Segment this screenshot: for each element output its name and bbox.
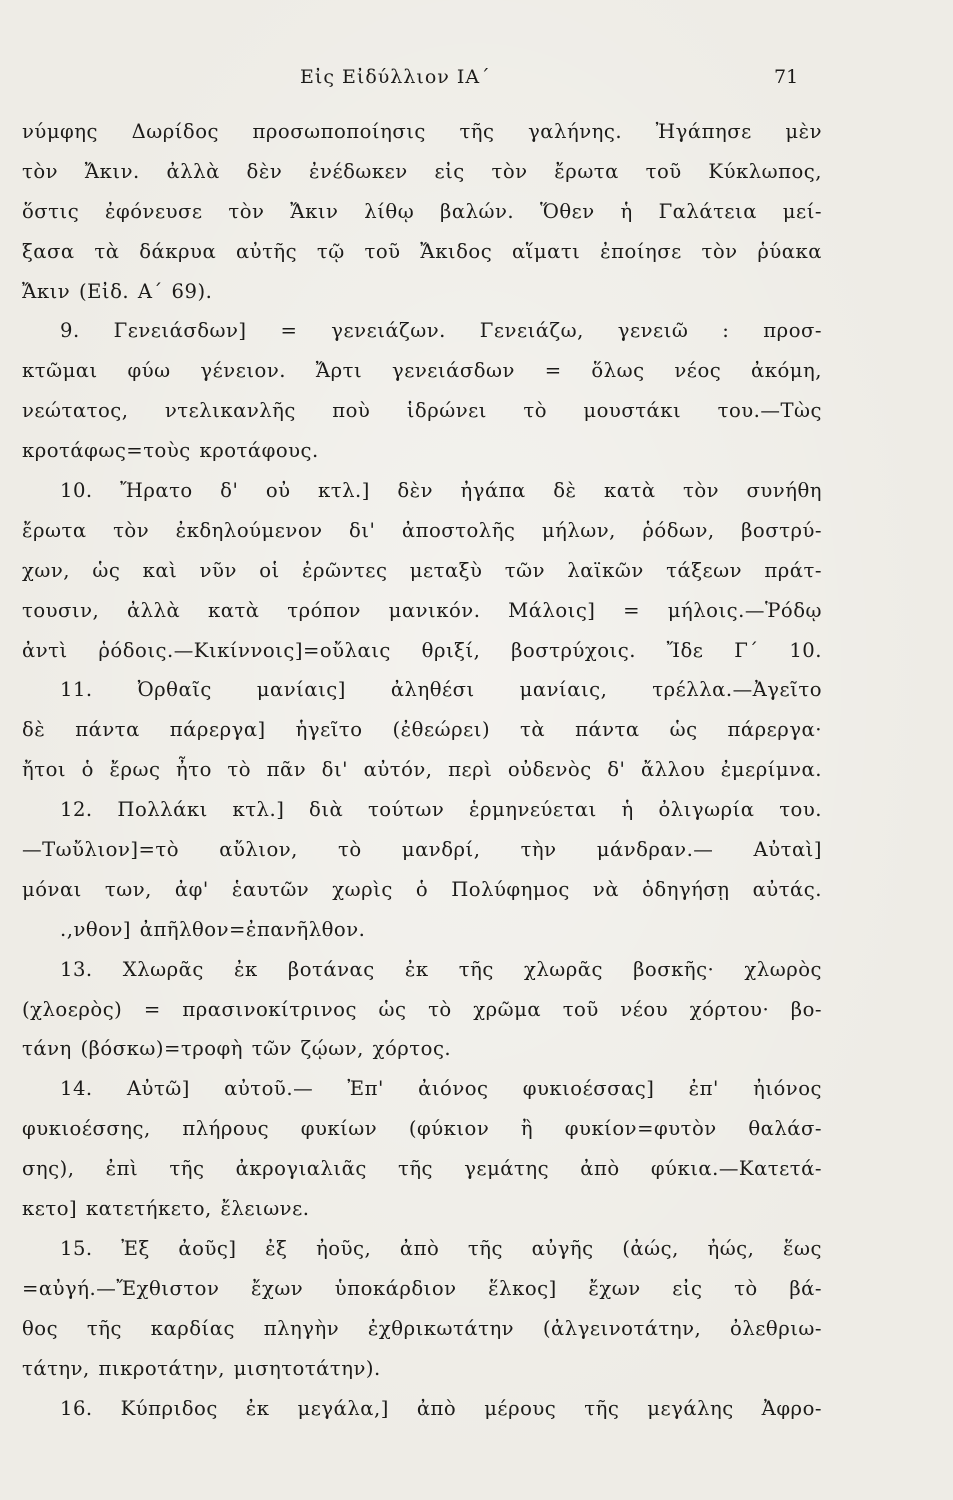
text-line: 11. Ὀρθαῖς μανίαις] ἀληθέσι μανίαις, τρέλλα.—Ἀγεῖτο [60, 678, 822, 702]
text-line: 12. Πολλάκι κτλ.] διὰ τούτων ἑρμηνεύεται ἡ ὀλιγωρία του. [60, 798, 822, 822]
text-line: φυκιοέσσης, πλήρους φυκίων (φύκιον ἢ φυκίον=φυτὸν θαλάσ- [22, 1117, 822, 1141]
text-line: 14. Αὐτῶ] αὐτοῦ.— Ἐπ' ἀιόνος φυκιοέσσας] ἐπ' ἠιόνος [60, 1077, 822, 1101]
commentary-text [22, 112, 822, 1428]
text-line: ὅστις ἐφόνευσε τὸν Ἄκιν λίθῳ βαλών. Ὅθεν ἡ Γαλάτεια μεί- [22, 199, 822, 223]
text-line: (χλοερὸς) = πρασινοκίτρινος ὡς τὸ χρῶμα τοῦ νέου χόρτου· βο- [22, 997, 822, 1021]
text-line: 15. Ἐξ ἀοῦς] ἐξ ἠοῦς, ἀπὸ τῆς αὐγῆς (ἀώς, ἠώς, ἕως [60, 1236, 822, 1260]
text-line: δὲ πάντα πάρεργα] ἡγεῖτο (ἐθεώρει) τὰ πάντα ὡς πάρεργα· [22, 718, 822, 742]
text-line: σης), ἐπὶ τῆς ἀκρογιαλιᾶς τῆς γεμάτης ἀπὸ φύκια.—Κατετά- [22, 1157, 822, 1181]
running-head [0, 66, 953, 96]
text-line: κετο] κατετήκετο, ἔλειωνε. [22, 1197, 310, 1221]
text-line: θος τῆς καρδίας πληγὴν ἐχθρικωτάτην (ἀλγεινοτάτην, ὀλεθριω- [22, 1316, 822, 1340]
text-line: ἔρωτα τὸν ἐκδηλούμενον δι' ἀποστολῆς μήλων, ῥόδων, βοστρύ- [22, 518, 822, 542]
text-line: χων, ὡς καὶ νῦν οἱ ἐρῶντες μεταξὺ τῶν λαϊκῶν τάξεων πράτ- [22, 558, 822, 582]
text-line: —Τωὔλιον]=τὸ αὔλιον, τὸ μανδρί, τὴν μάνδραν.— Αὐταὶ] [22, 838, 822, 862]
text-line: νύμφης Δωρίδος προσωποποίησις τῆς γαλήνης. Ἠγάπησε μὲν [22, 120, 822, 143]
text-line: 9. Γενειάσδων] = γενειάζων. Γενειάζω, γενειῶ : προσ- [60, 319, 822, 343]
text-line: νεώτατος, ντελικανλῆς ποὺ ἱδρώνει τὸ μουστάκι του.—Τὼς [22, 399, 822, 423]
text-line: ἀντὶ ῥόδοις.—Κικίννοις]=οὔλαις θριξί, βοστρύχοις. Ἴδε Γ΄ 10. [22, 638, 822, 662]
text-line: κτῶμαι φύω γένειον. Ἄρτι γενειάσδων = ὅλως νέος ἀκόμη, [22, 359, 822, 383]
text-line: =αὐγή.—Ἔχθιστον ἔχων ὑποκάρδιον ἕλκος] ἔχων εἰς τὸ βά- [22, 1276, 822, 1300]
text-line: τὸν Ἄκιν. ἀλλὰ δὲν ἐνέδωκεν εἰς τὸν ἔρωτα τοῦ Κύκλωπος, [22, 159, 822, 183]
text-line: Ἄκιν (Εἰδ. Α΄ 69). [22, 279, 213, 303]
text-line: μόναι των, ἀφ' ἑαυτῶν χωρὶς ὁ Πολύφημος νὰ ὁδηγήσῃ αὐτάς. [22, 877, 822, 901]
text-line: .,νθον] ἀπῆλθον=ἐπανῆλθον. [60, 917, 366, 941]
text-line: 13. Χλωρᾶς ἐκ βοτάνας ἐκ τῆς χλωρᾶς βοσκῆς· χλωρὸς [60, 957, 822, 981]
text-line: 10. Ἤρατο δ' οὐ κτλ.] δὲν ἠγάπα δὲ κατὰ τὸν συνήθη [60, 479, 822, 503]
text-line: τουσιν, ἀλλὰ κατὰ τρόπον μανικόν. Μάλοις] = μήλοις.—Ῥόδῳ [22, 598, 822, 622]
running-title: Εἰς Εἰδύλλιον ΙΑ΄ [300, 66, 491, 88]
text-line: ξασα τὰ δάκρυα αὐτῆς τῷ τοῦ Ἄκιδος αἵματι ἐποίησε τὸν ῥύακα [22, 239, 822, 263]
text-line: 16. Κύπριδος ἐκ μεγάλα,] ἀπὸ μέρους τῆς μεγάλης Ἀφρο- [60, 1396, 822, 1420]
text-line: ἤτοι ὁ ἔρως ἦτο τὸ πᾶν δι' αὐτόν, περὶ οὐδενὸς δ' ἄλλου ἐμερίμνα. [22, 758, 822, 782]
page-number: 71 [774, 66, 799, 88]
text-line: τάτην, πικροτάτην, μισητοτάτην). [22, 1356, 381, 1380]
text-line: τάνη (βόσκω)=τροφὴ τῶν ζῴων, χόρτος. [22, 1037, 452, 1061]
text-line: κροτάφως=τοὺς κροτάφους. [22, 439, 319, 463]
